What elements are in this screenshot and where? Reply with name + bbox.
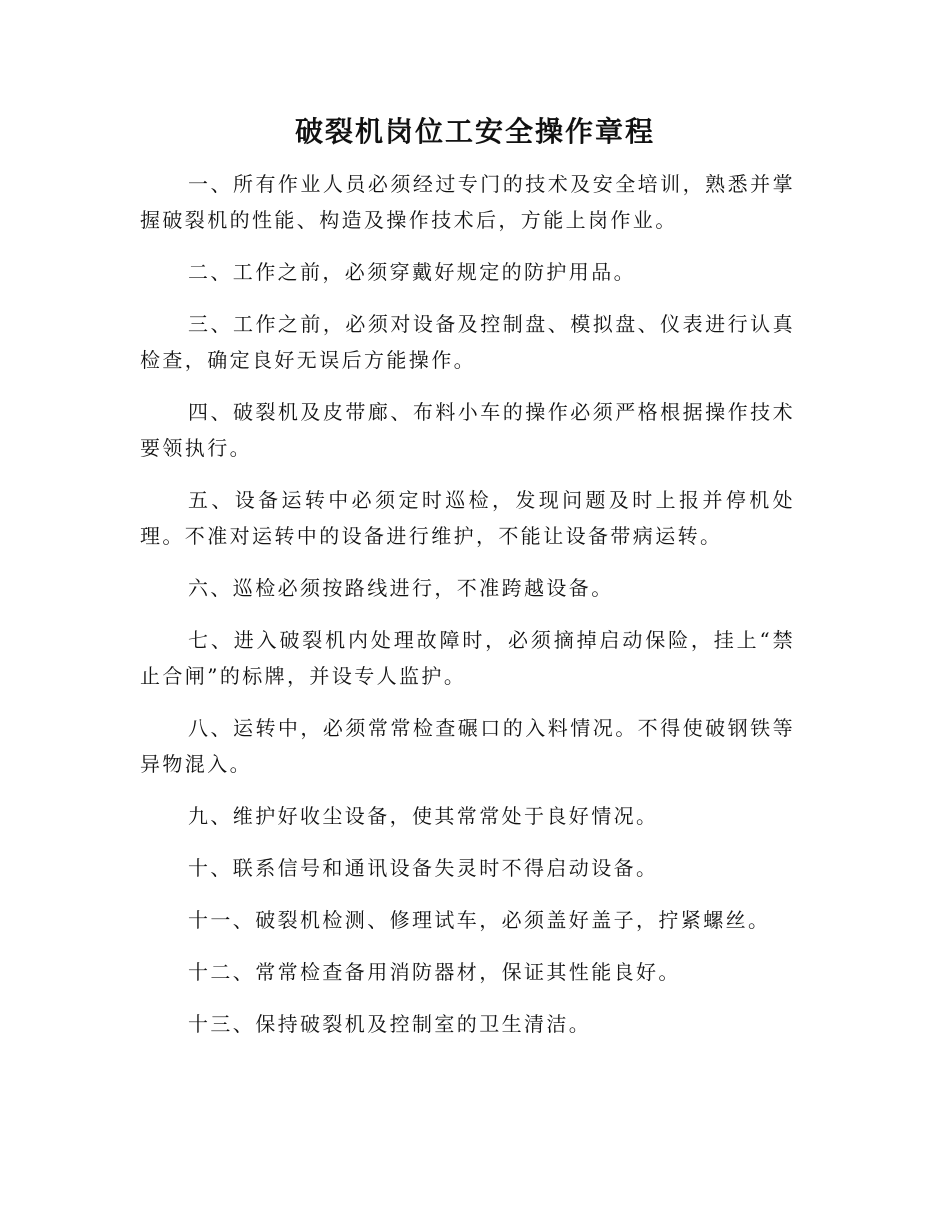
rule-paragraph-11: 十一、破裂机检测、修理试车，必须盖好盖子，拧紧螺丝。 xyxy=(188,908,771,932)
document-body xyxy=(140,166,795,1058)
rule-paragraph-13: 十三、保持破裂机及控制室的卫生清洁。 xyxy=(188,1012,592,1036)
rule-paragraph-4: 四、破裂机及皮带廊、布料小车的操作必须严格根据操作技术要领执行。 xyxy=(140,400,795,460)
rule-paragraph-7: 七、进入破裂机内处理故障时，必须摘掉启动保险，挂上“禁止合闸”的标牌，并设专人监护。 xyxy=(140,628,795,688)
rule-paragraph-9: 九、维护好收尘设备，使其常常处于良好情况。 xyxy=(188,804,659,828)
rule-paragraph-5: 五、设备运转中必须定时巡检，发现问题及时上报并停机处理。不准对运转中的设备进行维护，不能让设备带病运转。 xyxy=(140,488,795,548)
rule-paragraph-2: 二、工作之前，必须穿戴好规定的防护用品。 xyxy=(188,260,636,284)
document-title: 破裂机岗位工安全操作章程 xyxy=(294,115,655,148)
rule-paragraph-8: 八、运转中，必须常常检查碾口的入料情况。不得使破钢铁等异物混入。 xyxy=(140,716,795,776)
rule-paragraph-6: 六、巡检必须按路线进行，不准跨越设备。 xyxy=(188,576,614,600)
rule-paragraph-10: 十、联系信号和通讯设备失灵时不得启动设备。 xyxy=(188,856,659,880)
rule-paragraph-3: 三、工作之前，必须对设备及控制盘、模拟盘、仪表进行认真检查，确定良好无误后方能操作。 xyxy=(140,312,795,372)
rule-paragraph-12: 十二、常常检查备用消防器材，保证其性能良好。 xyxy=(188,960,681,984)
rule-paragraph-1: 一、所有作业人员必须经过专门的技术及安全培训，熟悉并掌握破裂机的性能、构造及操作技术后，方能上岗作业。 xyxy=(140,172,795,232)
